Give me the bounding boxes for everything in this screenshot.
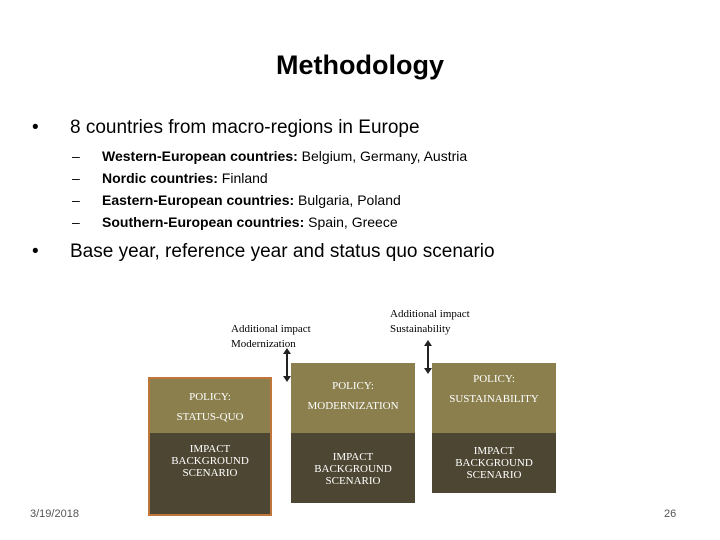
impact-line: SCENARIO [182,467,238,479]
annotation-modernization [231,322,311,352]
bullet-text: 8 countries from macro-regions in Europe [70,117,420,138]
annotation-line: Sustainability [390,323,451,335]
subitem-value: Belgium, Germany, Austria [297,148,468,164]
impact-box-sustainability [432,433,556,493]
impact-line: IMPACT [332,451,374,463]
impact-line: SCENARIO [325,475,381,487]
bullet-countries [32,117,420,139]
annotation-line: Additional impact [390,308,470,320]
dash-glyph: – [72,214,80,230]
impact-box-modernization [291,433,415,503]
subitem-value: Finland [217,170,268,186]
annotation-sustainability [390,307,470,337]
policy-line: MODERNIZATION [307,400,399,412]
policy-box-status-quo [148,377,272,433]
annotation-line: Additional impact [231,323,311,335]
slide-title: Methodology [276,50,444,80]
impact-box-status-quo [148,433,272,516]
bullet-glyph: • [32,241,39,262]
subitem-label: Nordic countries: [102,170,218,186]
dash-glyph: – [72,192,80,208]
double-arrow-icon [286,353,288,377]
subitem-value: Bulgaria, Poland [294,192,401,208]
subitem-value: Spain, Greece [304,214,398,230]
policy-line: POLICY: [332,380,374,392]
subitem-nordic [72,170,268,186]
dash-glyph: – [72,170,80,186]
impact-line: SCENARIO [466,469,522,481]
annotation-line: Modernization [231,338,296,350]
policy-line: POLICY: [473,373,515,385]
subitem-label: Western-European countries: [102,148,298,164]
bullet-base-year [32,241,495,263]
impact-line: IMPACT [189,443,231,455]
subitem-label: Southern-European countries: [102,214,305,230]
footer-date: 3/19/2018 [30,508,79,520]
impact-line: BACKGROUND [171,455,249,467]
impact-line: IMPACT [473,445,515,457]
impact-line: BACKGROUND [455,457,533,469]
policy-box-sustainability [432,363,556,433]
policy-line: SUSTAINABILITY [449,393,539,405]
subitem-southern [72,214,398,230]
policy-box-modernization [291,363,415,433]
dash-glyph: – [72,148,80,164]
policy-line: STATUS-QUO [176,411,244,423]
policy-line: POLICY: [189,391,231,403]
page-number: 26 [664,508,677,520]
subitem-western [72,148,467,164]
bullet-text: Base year, reference year and status quo scenario [70,241,495,262]
impact-line: BACKGROUND [314,463,392,475]
bullet-glyph: • [32,117,39,138]
subitem-eastern [72,192,401,208]
double-arrow-icon [427,345,429,369]
subitem-label: Eastern-European countries: [102,192,295,208]
